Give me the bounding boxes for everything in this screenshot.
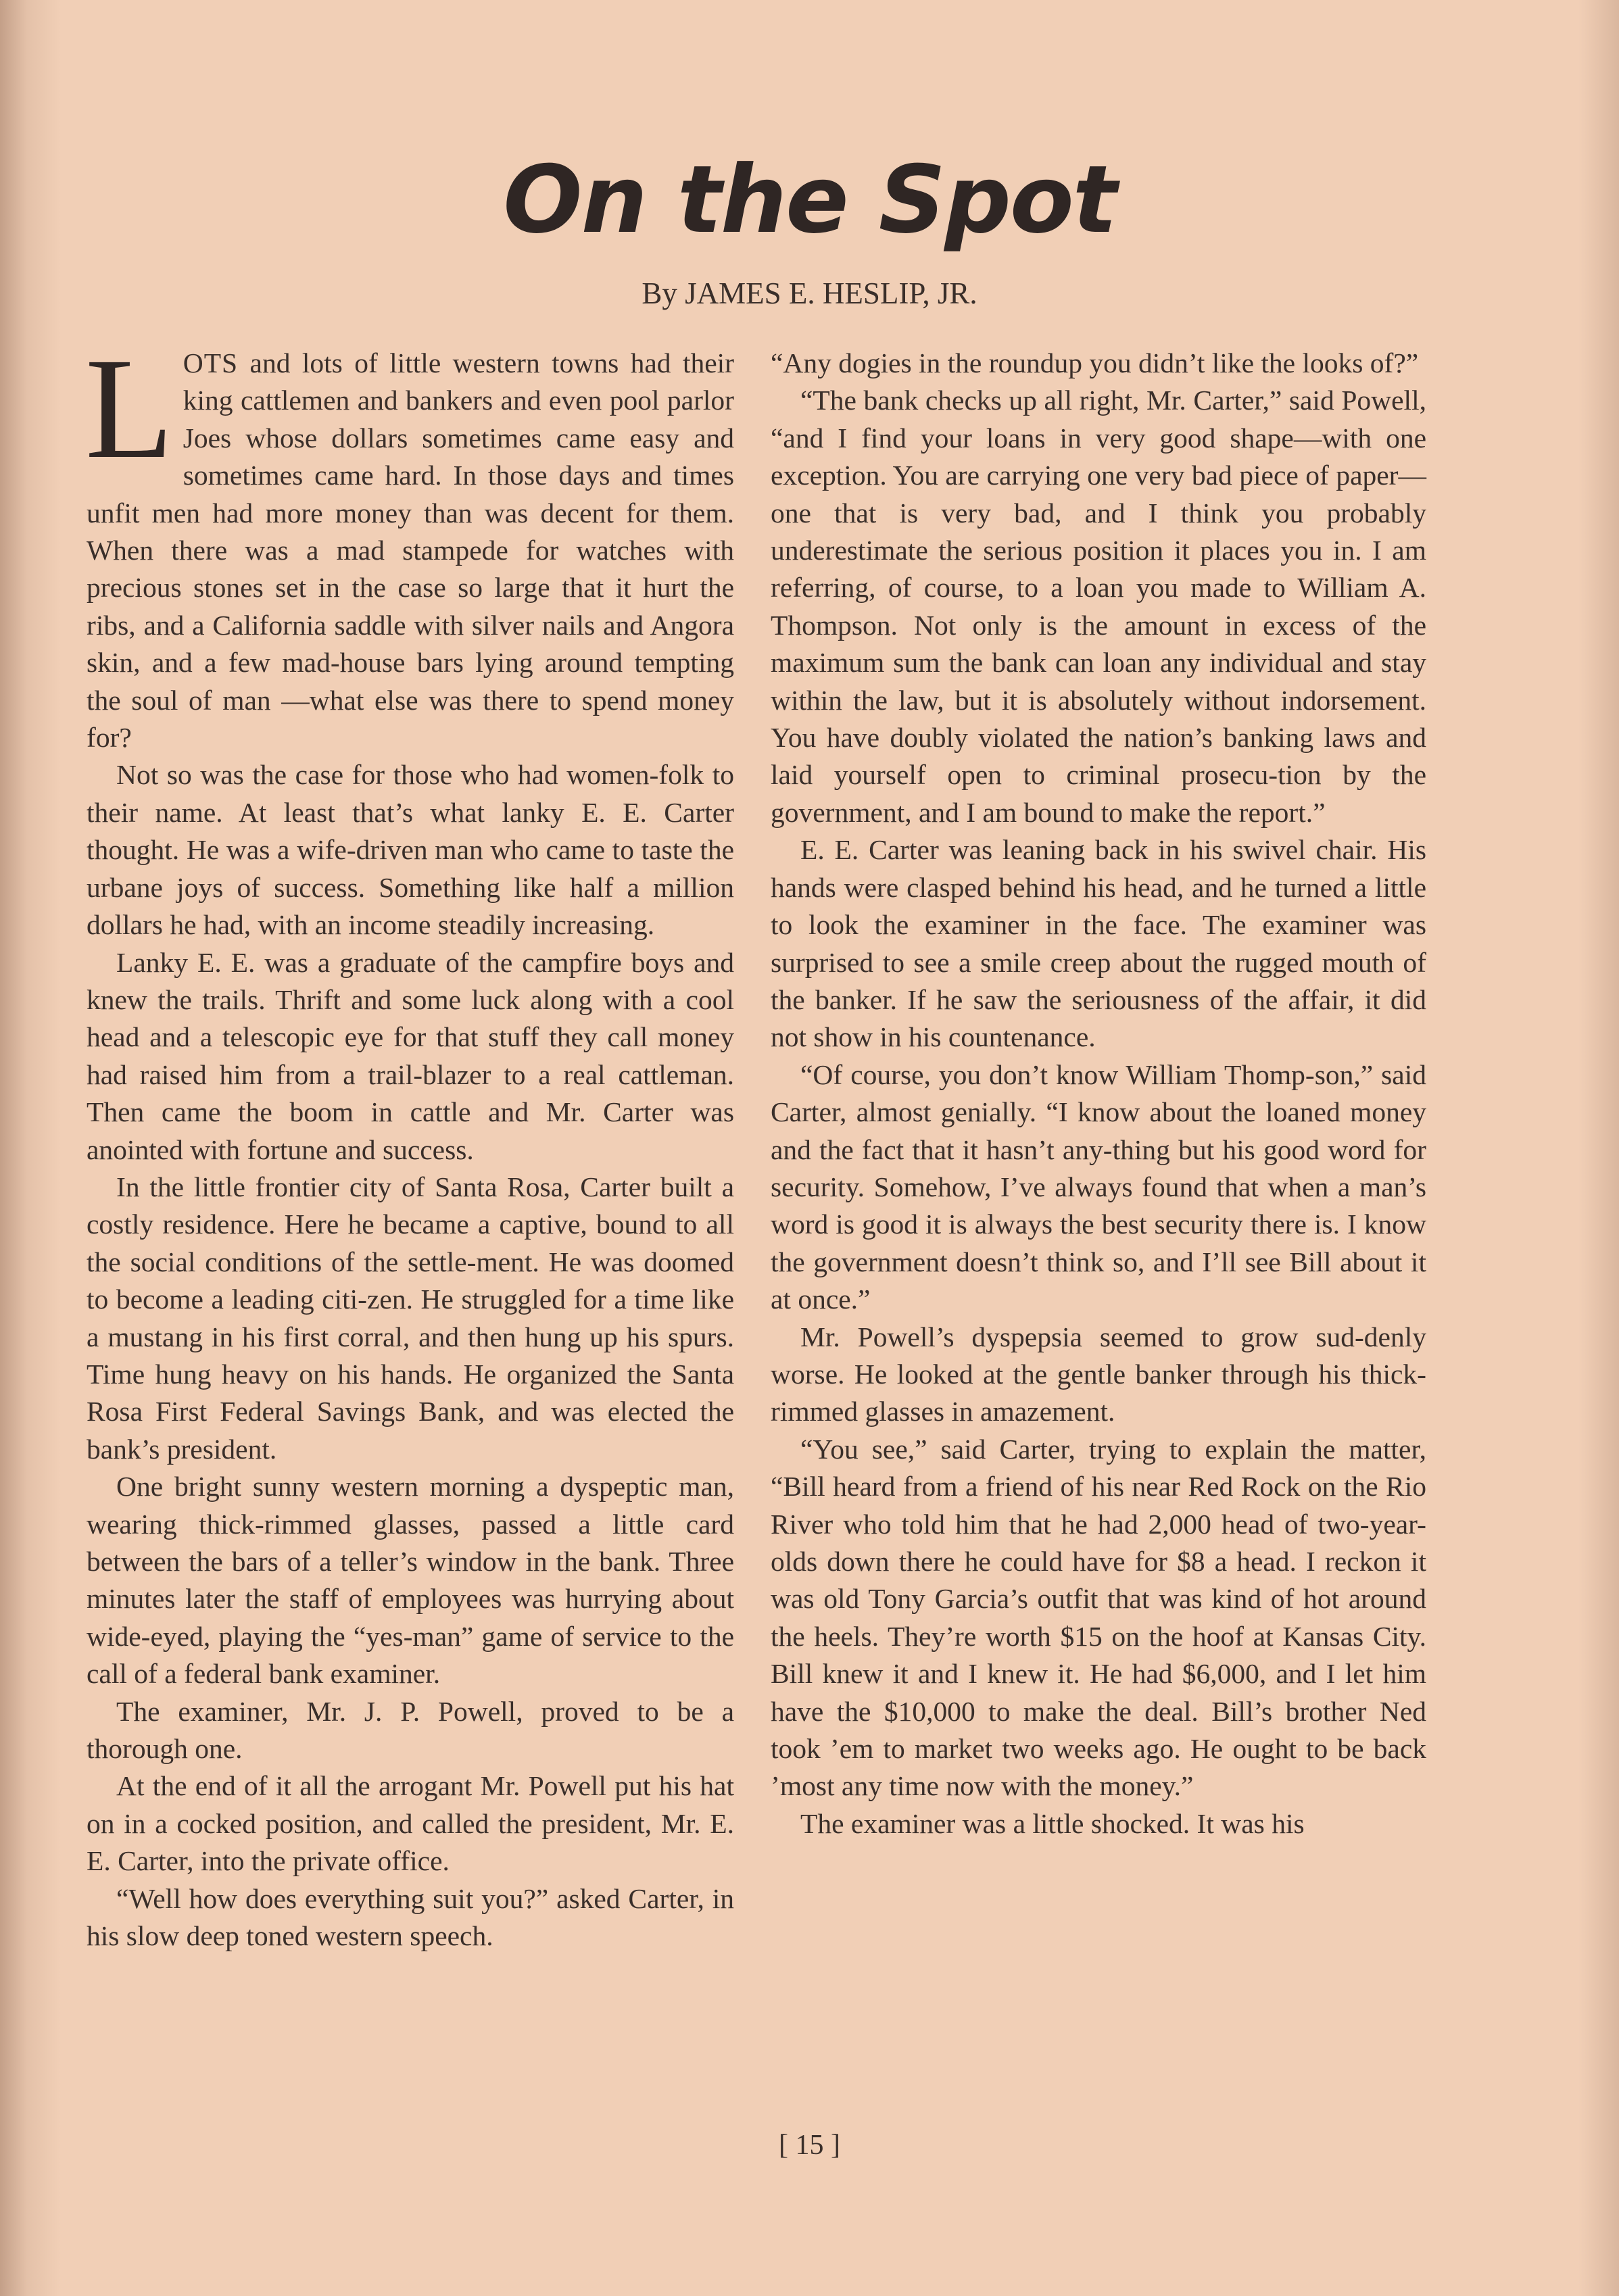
article-title: On the Spot [503,145,1116,254]
paragraph: At the end of it all the arrogant Mr. Powell put his hat on in a cocked position, and called the president, Mr. E. E. Carter, into the private office. [87,1770,734,1877]
drop-cap: L [85,328,174,489]
page-number: [ 15 ] [779,2130,840,2161]
right-column [771,345,1426,1842]
paragraph: The examiner was a little shocked. It was his [800,1807,1305,1839]
paragraph: Mr. Powell’s dyspepsia seemed to grow sud-denly worse. He looked at the gentle banker through his thick-rimmed glasses in amazement. [771,1321,1426,1427]
left-column [85,328,734,1955]
lead-caps: OTS [183,347,239,378]
paragraph: One bright sunny western morning a dyspeptic man, wearing thick-rimmed glasses, passed a little card between the bars of a teller’s window in the bank. Three minutes later the staff of employees was hurrying about wide-eyed, playing the “yes-man” game of service to the call of a federal bank examiner. [87,1471,734,1690]
continued-paragraph: “Any dogies in the roundup you didn’t like the looks of?” [771,347,1419,378]
first-paragraph-text: and lots of little western towns had their king cattlemen and bankers and even pool parlor Joes whose dollars sometimes came easy and sometimes came hard. In those days and times unfit men had more money than was decent for them. When there was a mad stampede for watches with precious stones set in the case so large that it hurt the ribs, and a California saddle with silver nails and Angora skin, and a few mad-house bars lying around tempting the soul of man —what else was there to spend money for? [87,347,734,754]
paragraph: Not so was the case for those who had women-folk to their name. At least that’s what lanky E. E. Carter thought. He was a wife-driven man who came to taste the urbane joys of success. Something like half a million dollars he had, with an income steadily increasing. [87,759,734,941]
first-paragraph [85,328,734,756]
paragraph: E. E. Carter was leaning back in his swivel chair. His hands were clasped behind his head, and he turned a little to look the examiner in the face. The examiner was surprised to see a smile creep about the rugged mouth of the banker. If he saw the seriousness of the affair, it did not show in his countenance. [771,834,1426,1053]
paragraph: “You see,” said Carter, trying to explain the matter, “Bill heard from a friend of his near Red Rock on the Rio River who told him that he had 2,000 head of two-year-olds down there he could have for $8 a head. I reckon it was old Tony Garcia’s outfit that was kind of hot around the heels. They’re worth $15 on the hoof at Kansas City. Bill knew it and I knew it. He had $6,000, and I let him have the $10,000 to make the deal. Bill’s brother Ned took ’em to market two weeks ago. He ought to be back ’most any time now with the money.” [771,1433,1426,1802]
paragraph: Lanky E. E. was a graduate of the campfire boys and knew the trails. Thrift and some luck along with a cool head and a telescopic eye for that stuff they call money had raised him from a trail-blazer to a real cattleman. Then came the boom in cattle and Mr. Carter was anointed with fortune and success. [87,946,734,1165]
paragraph: “Well how does everything suit you?” asked Carter, in his slow deep toned western speech. [87,1882,734,1952]
paragraph: “Of course, you don’t know William Thomp-son,” said Carter, almost genially. “I know about the loaned money and the fact that it hasn’t any-thing but his good word for security. Somehow, I’ve always found that when a man’s word is good it is always the best security there is. I know the government doesn’t think so, and I’ll see Bill about it at once.” [771,1058,1426,1315]
paragraph: In the little frontier city of Santa Rosa, Carter built a costly residence. Here he became a captive, bound to all the social conditions of the settle-ment. He was doomed to become a leading citi-zen. He struggled for a time like a mustang in his first corral, and then hung up his spurs. Time hung heavy on his hands. He organized the Santa Rosa First Federal Savings Bank, and was elected the bank’s president. [87,1171,734,1465]
paragraph: “The bank checks up all right, Mr. Carter,” said Powell, “and I find your loans in very good shape—with one exception. You are carrying one very bad piece of paper—one that is very bad, and I think you probably underestimate the serious position it places you in. I am referring, of course, to a loan you made to William A. Thompson. Not only is the amount in excess of the maximum sum the bank can loan any individual and stay within the law, but it is absolutely without indorsement. You have doubly violated the nation’s banking laws and laid yourself open to criminal prosecu-tion by the government, and I am bound to make the report.” [771,385,1426,828]
paragraph: The examiner, Mr. J. P. Powell, proved to be a thorough one. [87,1695,734,1765]
byline: By JAMES E. HESLIP, JR. [642,276,977,310]
